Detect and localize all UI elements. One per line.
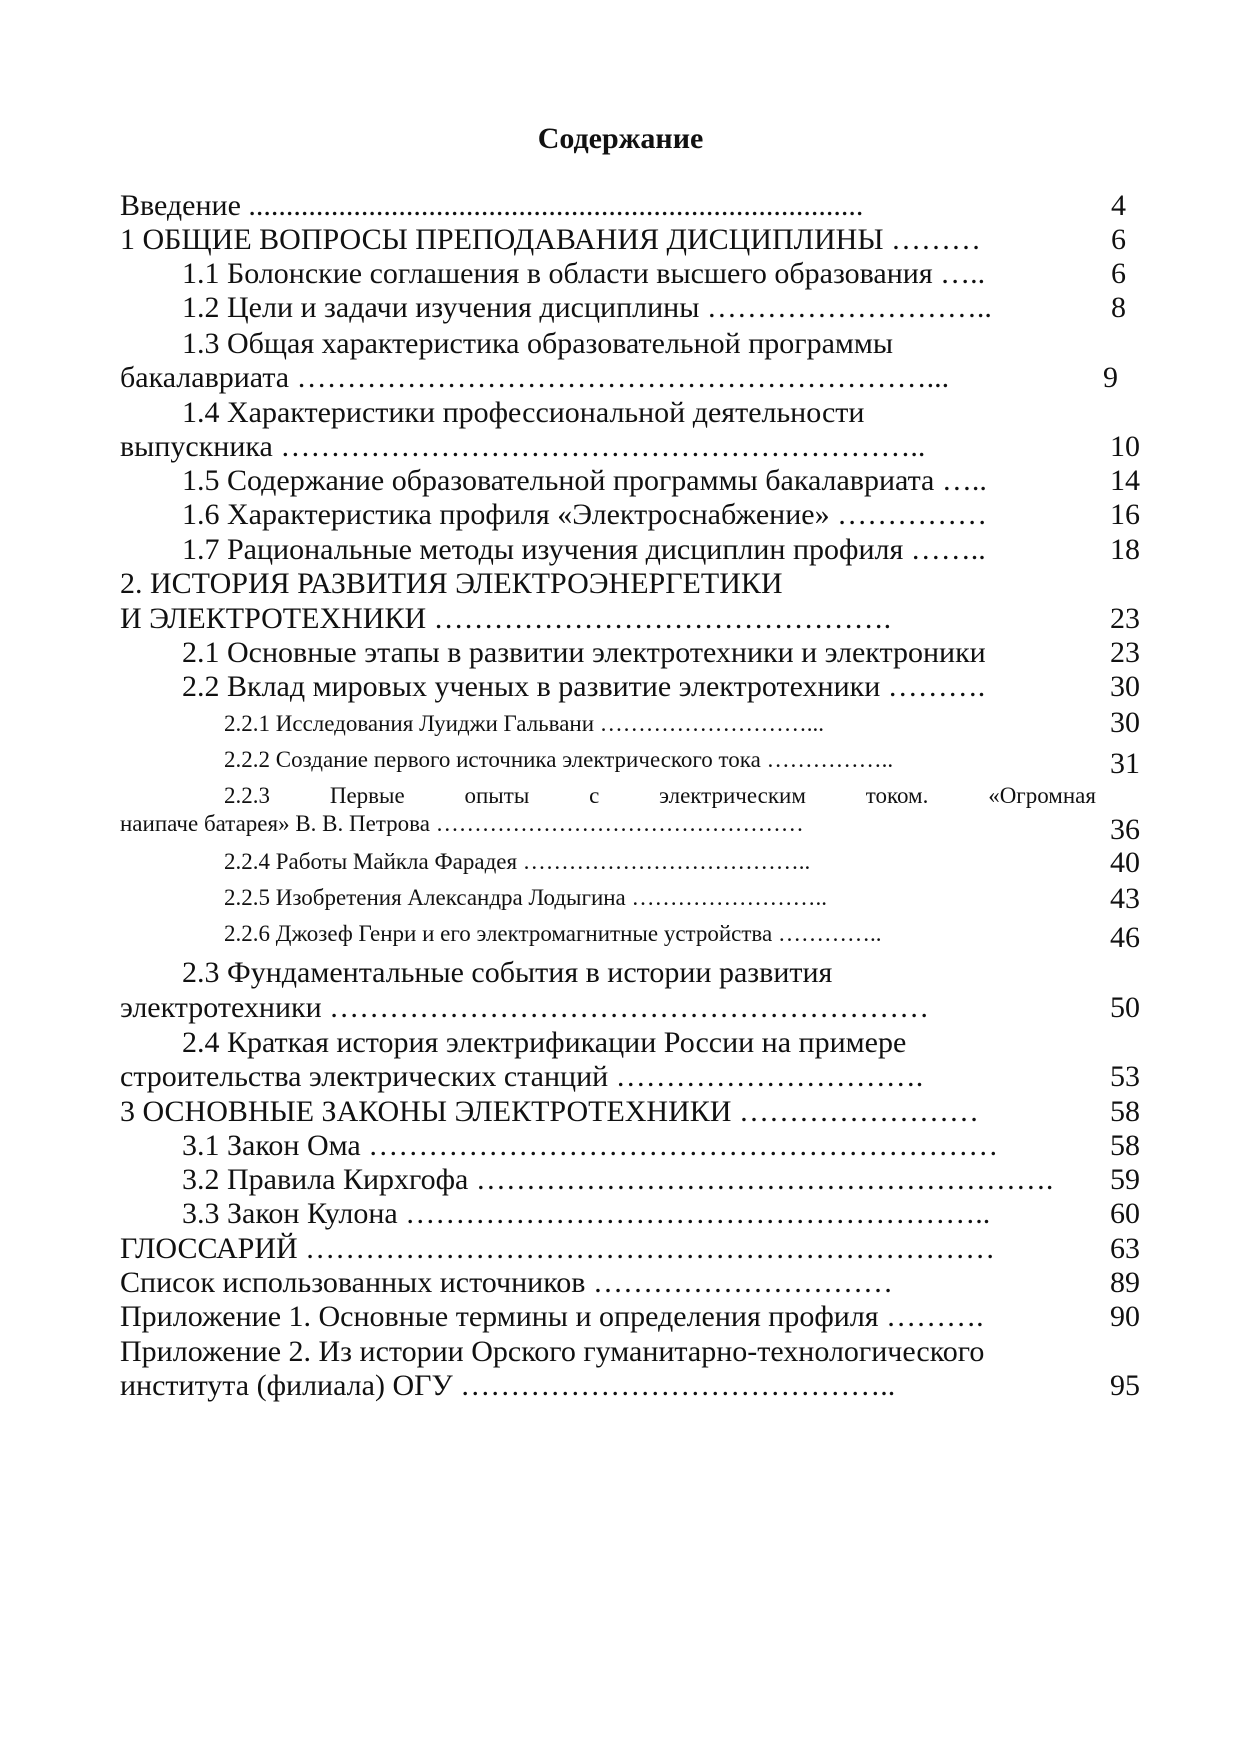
toc-entry-justified-line: [224, 783, 1096, 809]
toc-entry-text: 2.2.5 Изобретения Александра Лодыгина ……………………..: [224, 885, 828, 910]
toc-page-number: 58: [1110, 1129, 1140, 1162]
toc-entry[interactable]: [120, 846, 1140, 881]
toc-word: «Огромная: [988, 783, 1096, 808]
toc-entry-text: 2. ИСТОРИЯ РАЗВИТИЯ ЭЛЕКТРОЭНЕРГЕТИКИ: [120, 567, 783, 600]
toc-entry-text: строительства электрических станций ………………………….: [120, 1060, 924, 1093]
toc-page-number: 89: [1110, 1266, 1140, 1299]
toc-entry-text: 3 ОСНОВНЫЕ ЗАКОНЫ ЭЛЕКТРОТЕХНИКИ ……………………: [120, 1095, 979, 1128]
toc-entry-text: Введение ..................................................................................: [120, 189, 864, 222]
toc-page-number: 63: [1110, 1232, 1140, 1265]
toc-entry-text: 2.1 Основные этапы в развитии электротехники и электроники: [182, 636, 986, 669]
toc-entry-text: 1.2 Цели и задачи изучения дисциплины ………………………..: [182, 291, 992, 324]
toc-page-number: 46: [1110, 921, 1140, 954]
toc-entry-text: Приложение 2. Из истории Орского гуманитарно-технологического: [120, 1335, 985, 1368]
toc-entry-text: 1.4 Характеристики профессиональной деятельности: [182, 396, 865, 429]
toc-entry-text: 1.6 Характеристика профиля «Электроснабжение» ……………: [182, 498, 988, 531]
toc-page-number: 58: [1110, 1095, 1140, 1128]
toc-page-number: 59: [1110, 1163, 1140, 1196]
toc-entry[interactable]: [120, 783, 1140, 809]
toc-page-number: 36: [1110, 813, 1140, 846]
toc-word: 2.2.3: [224, 783, 270, 808]
toc-entry[interactable]: [120, 882, 1140, 917]
toc-entry-text: 1.7 Рациональные методы изучения дисциплин профиля ……..: [182, 533, 986, 566]
toc-page-number: 50: [1110, 991, 1140, 1024]
toc-entry-text: 2.2 Вклад мировых ученых в развитие электротехники ……….: [182, 670, 986, 703]
toc-page-number: 53: [1110, 1060, 1140, 1093]
toc-entry-text: 2.2.6 Джозеф Генри и его электромагнитные устройства …………..: [224, 921, 882, 946]
toc-entry-text: 2.4 Краткая история электрификации России на примере: [182, 1026, 907, 1059]
toc-entry-text: наипаче батарея» В. В. Петрова …………………………………………: [120, 811, 804, 836]
toc-page-number: 43: [1110, 882, 1140, 915]
toc-entry-text: выпускника ………………………………………………………..: [120, 430, 926, 463]
toc-page-number: 8: [1111, 291, 1126, 324]
toc-entry-text: ГЛОССАРИЙ ……………………………………………………………: [120, 1232, 996, 1265]
toc-entry[interactable]: [120, 921, 1140, 953]
toc-entry-text: 1.1 Болонские соглашения в области высшего образования …..: [182, 257, 986, 290]
toc-page-number: 23: [1110, 636, 1140, 669]
toc-entry-text: 1 ОБЩИЕ ВОПРОСЫ ПРЕПОДАВАНИЯ ДИСЦИПЛИНЫ ………: [120, 223, 981, 256]
page-title: Содержание: [537, 122, 704, 155]
toc-word: Первые: [329, 783, 405, 808]
toc-entry-text: 3.3 Закон Кулона …………………………………………………..: [182, 1197, 991, 1230]
toc-entry-text: 2.2.4 Работы Майкла Фарадея ………………………………..: [224, 849, 811, 874]
toc-page-number: 31: [1110, 747, 1140, 780]
toc-page-number: 18: [1110, 533, 1140, 566]
toc-entry[interactable]: [120, 1369, 1140, 1411]
toc-page-number: 6: [1111, 257, 1126, 290]
toc-page-number: 23: [1110, 602, 1140, 635]
toc-page-number: 30: [1110, 670, 1140, 703]
toc-page-number: 6: [1111, 223, 1126, 256]
toc-entry-text: Приложение 1. Основные термины и определения профиля ……….: [120, 1300, 984, 1333]
toc-entry-text: 3.2 Правила Кирхгофа ………………………………………………….: [182, 1163, 1054, 1196]
toc-entry-text: 2.2.2 Создание первого источника электрического тока ……………..: [224, 747, 894, 772]
toc-word: с: [589, 783, 600, 808]
toc-page-number: 10: [1110, 430, 1140, 463]
toc-page-number: 30: [1110, 706, 1140, 739]
toc-entry-text: института (филиала) ОГУ ……………………………………..: [120, 1369, 896, 1402]
toc-entry-text: 1.5 Содержание образовательной программы бакалавриата …..: [182, 464, 987, 497]
toc-entry-text: 2.2.1 Исследования Луиджи Гальвани ………………………...: [224, 711, 825, 736]
toc-entry[interactable]: [120, 747, 1140, 779]
toc-word: опыты: [464, 783, 530, 808]
toc-entry-text: бакалавриата ………………………………………………………...: [120, 361, 950, 394]
toc-word: электрическим: [659, 783, 806, 808]
toc-entry-text: электротехники ……………………………………………………: [120, 991, 930, 1024]
toc-page-number: 95: [1110, 1369, 1140, 1402]
toc-entry-text: 3.1 Закон Ома ………………………………………………………: [182, 1129, 999, 1162]
toc-entry[interactable]: [120, 811, 1140, 846]
toc-entry[interactable]: [120, 670, 1140, 712]
toc-entry[interactable]: [120, 706, 1140, 743]
toc-page-number: 90: [1110, 1300, 1140, 1333]
toc-page-number: 14: [1110, 464, 1140, 497]
toc-page-number: 40: [1110, 846, 1140, 879]
toc-page-number: 60: [1110, 1197, 1140, 1230]
toc-entry-text: И ЭЛЕКТРОТЕХНИКИ ……………………………………….: [120, 602, 892, 635]
toc-word: током.: [865, 783, 929, 808]
toc-entry-text: 2.3 Фундаментальные события в истории развития: [182, 956, 833, 989]
toc-page-number: 16: [1110, 498, 1140, 531]
toc-entry-text: 1.3 Общая характеристика образовательной программы: [182, 327, 894, 360]
toc-entry-text: Список использованных источников …………………………: [120, 1266, 893, 1299]
toc-page-number: 4: [1111, 189, 1126, 222]
toc-page-number: 9: [1103, 361, 1118, 394]
